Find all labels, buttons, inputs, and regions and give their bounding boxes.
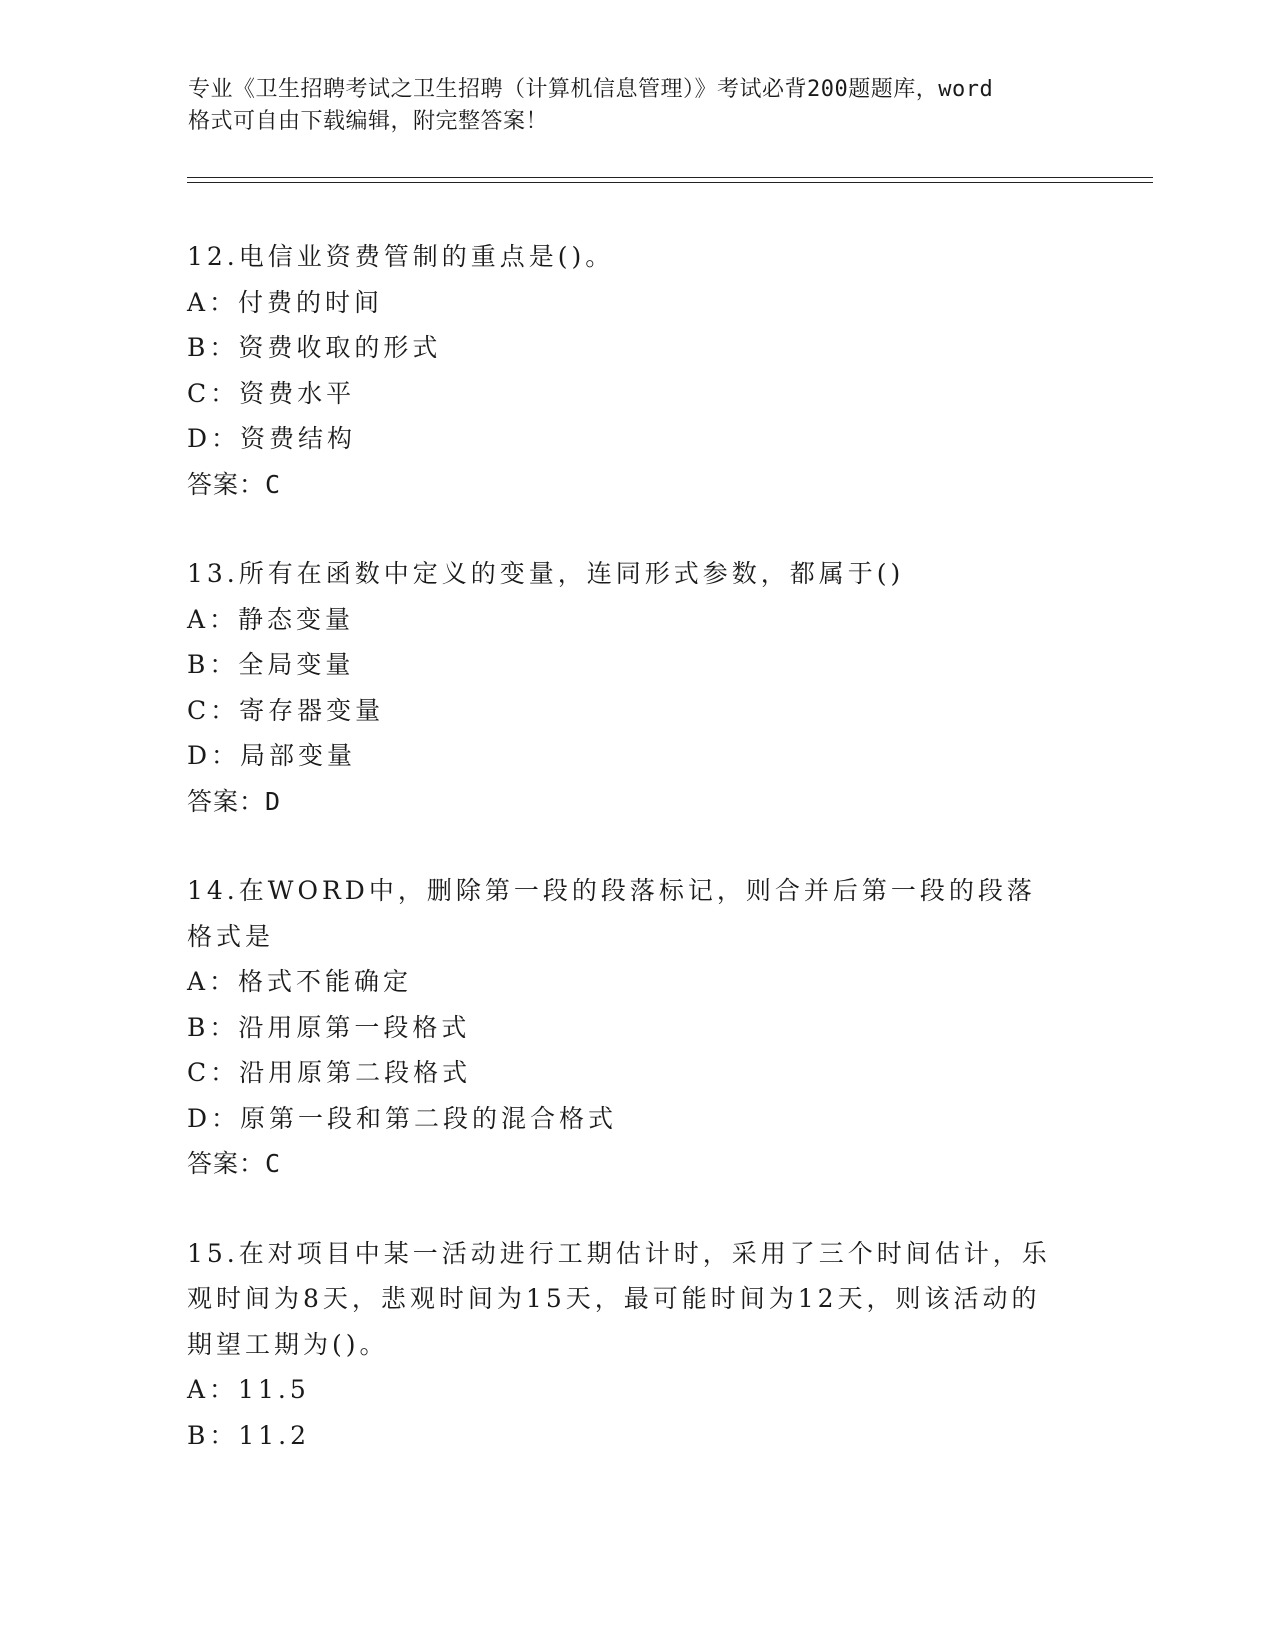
option-b: B：11.2 xyxy=(187,1420,311,1450)
question-stem: 15.在对项目中某一活动进行工期估计时，采用了三个时间估计，乐观时间为8天，悲观时间为15天，最可能时间为12天，则该活动的期望工期为()。 xyxy=(187,1238,1051,1359)
option-c: C：沿用原第二段格式 xyxy=(187,1058,472,1087)
question-list xyxy=(187,234,1087,1502)
option-a: A：静态变量 xyxy=(187,604,355,634)
option-d: D：资费结构 xyxy=(187,424,357,453)
option-b: B：沿用原第一段格式 xyxy=(187,1012,471,1042)
question-stem: 12.电信业资费管制的重点是()。 xyxy=(187,242,615,271)
option-c: C：寄存器变量 xyxy=(187,695,385,725)
header-divider-bottom xyxy=(187,182,1153,183)
question-13 xyxy=(187,551,1087,824)
answer-line: 答案：C xyxy=(187,1149,282,1178)
header-divider-top xyxy=(187,177,1153,178)
option-a: A：11.5 xyxy=(187,1375,310,1404)
option-b: B：资费收取的形式 xyxy=(187,333,442,362)
answer-line: 答案：D xyxy=(187,786,282,816)
option-d: D：原第一段和第二段的混合格式 xyxy=(187,1103,618,1133)
header-title-line-2: 格式可自由下载编辑，附完整答案！ xyxy=(188,109,549,134)
question-14 xyxy=(187,868,1087,1187)
header-title-line-1: 专业《卫生招聘考试之卫生招聘（计算机信息管理）》考试必背200题题库，word xyxy=(188,77,994,102)
option-b: B：全局变量 xyxy=(187,650,355,679)
question-12 xyxy=(187,234,1087,507)
question-stem: 14.在WORD中，删除第一段的段落标记，则合并后第一段的段落格式是 xyxy=(187,876,1036,951)
document-header xyxy=(188,74,1088,138)
option-d: D：局部变量 xyxy=(187,741,357,770)
option-a: A：格式不能确定 xyxy=(187,967,413,996)
question-stem: 13.所有在函数中定义的变量，连同形式参数，都属于() xyxy=(187,559,905,588)
option-a: A：付费的时间 xyxy=(187,287,384,317)
answer-line: 答案：C xyxy=(187,469,282,499)
question-15 xyxy=(187,1231,1087,1459)
option-c: C：资费水平 xyxy=(187,378,356,408)
